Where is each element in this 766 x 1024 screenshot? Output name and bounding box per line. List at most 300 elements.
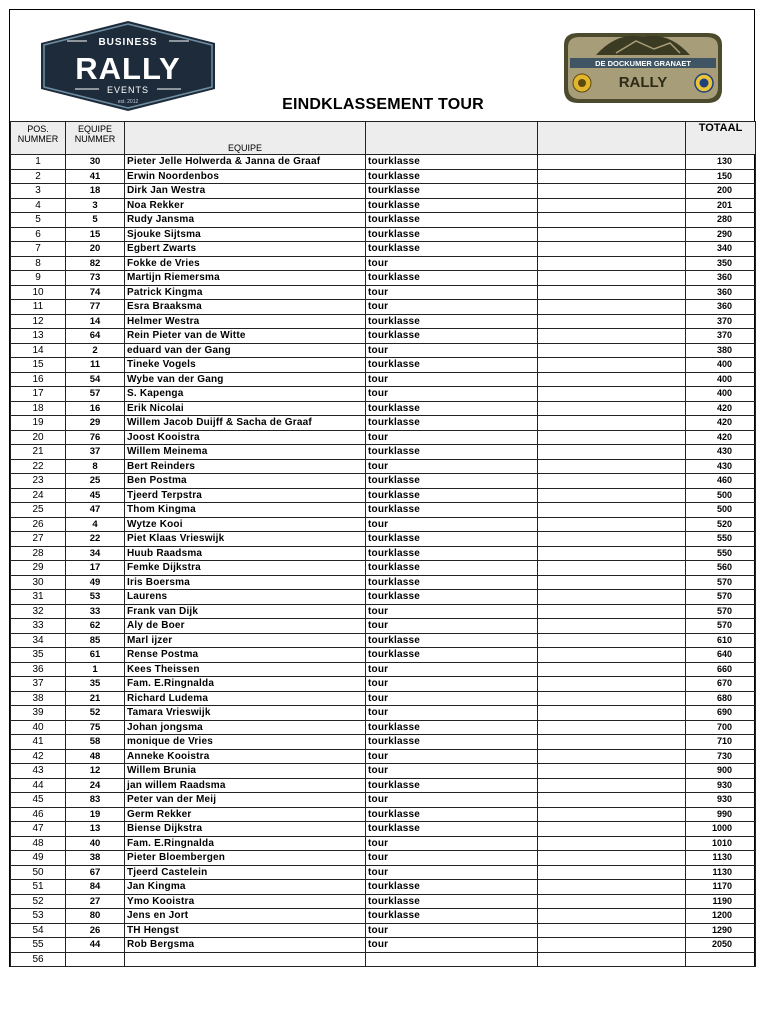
class-cell: tour xyxy=(366,677,538,692)
empty-cell xyxy=(538,865,686,880)
equipe-name-cell: Anneke Kooistra xyxy=(125,749,366,764)
total-cell: 1000 xyxy=(686,822,756,837)
equipe-number-cell: 58 xyxy=(66,735,125,750)
position-cell: 41 xyxy=(11,735,66,750)
position-cell: 50 xyxy=(11,865,66,880)
table-row xyxy=(11,720,756,735)
position-cell: 8 xyxy=(11,256,66,271)
class-cell: tour xyxy=(366,459,538,474)
equipe-name-cell: Tineke Vogels xyxy=(125,358,366,373)
total-cell: 520 xyxy=(686,517,756,532)
empty-cell xyxy=(538,358,686,373)
total-cell: 1010 xyxy=(686,836,756,851)
table-row xyxy=(11,952,756,966)
empty-cell xyxy=(538,909,686,924)
position-cell: 51 xyxy=(11,880,66,895)
equipe-number-cell: 30 xyxy=(66,155,125,170)
position-cell: 28 xyxy=(11,546,66,561)
results-table-body xyxy=(11,155,756,967)
class-cell: tour xyxy=(366,836,538,851)
empty-cell xyxy=(538,445,686,460)
equipe-name-cell: Erwin Noordenbos xyxy=(125,169,366,184)
class-cell: tourklasse xyxy=(366,184,538,199)
position-cell: 5 xyxy=(11,213,66,228)
class-cell: tour xyxy=(366,851,538,866)
total-cell: 730 xyxy=(686,749,756,764)
class-cell: tourklasse xyxy=(366,648,538,663)
empty-cell xyxy=(538,532,686,547)
position-cell: 23 xyxy=(11,474,66,489)
table-row xyxy=(11,851,756,866)
position-cell: 48 xyxy=(11,836,66,851)
total-cell: 700 xyxy=(686,720,756,735)
empty-cell xyxy=(538,923,686,938)
class-cell: tourklasse xyxy=(366,213,538,228)
total-cell: 680 xyxy=(686,691,756,706)
table-header-row xyxy=(11,122,756,155)
equipe-name-cell: Iris Boersma xyxy=(125,575,366,590)
table-row xyxy=(11,285,756,300)
total-cell: 570 xyxy=(686,590,756,605)
equipe-name-cell: Piet Klaas Vrieswijk xyxy=(125,532,366,547)
logo-events-text: EVENTS xyxy=(106,85,150,95)
class-cell: tour xyxy=(366,793,538,808)
equipe-number-cell: 8 xyxy=(66,459,125,474)
equipe-number-cell: 18 xyxy=(66,184,125,199)
class-cell: tourklasse xyxy=(366,546,538,561)
class-cell: tourklasse xyxy=(366,575,538,590)
empty-cell xyxy=(538,242,686,257)
class-cell: tour xyxy=(366,300,538,315)
logo-rally-text: RALLY xyxy=(75,51,181,86)
class-cell: tourklasse xyxy=(366,778,538,793)
equipe-name-cell: Dirk Jan Westra xyxy=(125,184,366,199)
equipe-number-cell: 85 xyxy=(66,633,125,648)
position-cell: 18 xyxy=(11,401,66,416)
equipe-number-cell: 83 xyxy=(66,793,125,808)
empty-cell xyxy=(538,952,686,966)
class-cell: tourklasse xyxy=(366,909,538,924)
table-row xyxy=(11,401,756,416)
position-cell: 16 xyxy=(11,372,66,387)
total-cell: 350 xyxy=(686,256,756,271)
table-row xyxy=(11,488,756,503)
class-cell: tour xyxy=(366,517,538,532)
equipe-name-cell: Joost Kooistra xyxy=(125,430,366,445)
class-cell: tourklasse xyxy=(366,474,538,489)
class-cell: tourklasse xyxy=(366,329,538,344)
equipe-name-cell: Wytze Kooi xyxy=(125,517,366,532)
total-cell: 550 xyxy=(686,532,756,547)
total-cell: 2050 xyxy=(686,938,756,953)
equipe-number-cell: 45 xyxy=(66,488,125,503)
equipe-header: EQUIPE xyxy=(125,122,366,155)
equipe-number-cell: 61 xyxy=(66,648,125,663)
class-cell: tourklasse xyxy=(366,401,538,416)
class-cell: tour xyxy=(366,619,538,634)
equipe-name-cell xyxy=(125,952,366,966)
empty-cell xyxy=(538,706,686,721)
equipe-number-cell: 24 xyxy=(66,778,125,793)
position-cell: 53 xyxy=(11,909,66,924)
total-cell: 430 xyxy=(686,459,756,474)
equipe-name-cell: Rob Bergsma xyxy=(125,938,366,953)
total-cell: 130 xyxy=(686,155,756,170)
total-cell: 640 xyxy=(686,648,756,663)
equipe-number-cell: 2 xyxy=(66,343,125,358)
empty-cell xyxy=(538,155,686,170)
equipe-number-cell: 44 xyxy=(66,938,125,953)
empty-cell xyxy=(538,213,686,228)
total-cell: 570 xyxy=(686,619,756,634)
table-row xyxy=(11,880,756,895)
total-cell: 370 xyxy=(686,329,756,344)
equipe-name-cell: Fam. E.Ringnalda xyxy=(125,677,366,692)
table-row xyxy=(11,923,756,938)
class-cell: tourklasse xyxy=(366,314,538,329)
position-cell: 35 xyxy=(11,648,66,663)
table-row xyxy=(11,271,756,286)
table-row xyxy=(11,343,756,358)
class-cell: tourklasse xyxy=(366,198,538,213)
total-cell: 400 xyxy=(686,358,756,373)
position-cell: 37 xyxy=(11,677,66,692)
position-cell: 4 xyxy=(11,198,66,213)
empty-cell xyxy=(538,401,686,416)
empty-cell xyxy=(538,880,686,895)
total-cell: 280 xyxy=(686,213,756,228)
equipe-number-cell: 19 xyxy=(66,807,125,822)
table-row xyxy=(11,764,756,779)
equipe-name-cell: Frank van Dijk xyxy=(125,604,366,619)
class-cell: tourklasse xyxy=(366,822,538,837)
position-cell: 14 xyxy=(11,343,66,358)
equipe-number-cell: 57 xyxy=(66,387,125,402)
equipe-number-cell: 1 xyxy=(66,662,125,677)
table-row xyxy=(11,387,756,402)
position-cell: 43 xyxy=(11,764,66,779)
logo-granaet-text: DE DOCKUMER GRANAET xyxy=(595,59,691,68)
total-cell: 460 xyxy=(686,474,756,489)
empty-cell xyxy=(538,517,686,532)
class-cell: tourklasse xyxy=(366,735,538,750)
total-cell: 420 xyxy=(686,401,756,416)
equipe-name-cell: Patrick Kingma xyxy=(125,285,366,300)
position-cell: 19 xyxy=(11,416,66,431)
empty-cell xyxy=(538,271,686,286)
position-cell: 21 xyxy=(11,445,66,460)
table-row xyxy=(11,503,756,518)
position-cell: 44 xyxy=(11,778,66,793)
empty-cell xyxy=(538,619,686,634)
equipe-number-cell: 40 xyxy=(66,836,125,851)
equipe-number-header-line1: EQUIPE xyxy=(77,124,112,134)
equipe-number-cell: 54 xyxy=(66,372,125,387)
class-cell: tourklasse xyxy=(366,894,538,909)
class-cell: tourklasse xyxy=(366,590,538,605)
equipe-name-cell: Rein Pieter van de Witte xyxy=(125,329,366,344)
equipe-name-cell: Egbert Zwarts xyxy=(125,242,366,257)
table-row xyxy=(11,416,756,431)
total-cell: 430 xyxy=(686,445,756,460)
equipe-name-cell: Wybe van der Gang xyxy=(125,372,366,387)
position-cell: 55 xyxy=(11,938,66,953)
equipe-number-cell: 34 xyxy=(66,546,125,561)
total-cell: 690 xyxy=(686,706,756,721)
table-row xyxy=(11,793,756,808)
equipe-number-cell: 13 xyxy=(66,822,125,837)
equipe-number-cell: 73 xyxy=(66,271,125,286)
equipe-name-cell: Tjeerd Castelein xyxy=(125,865,366,880)
position-cell: 11 xyxy=(11,300,66,315)
equipe-number-cell: 47 xyxy=(66,503,125,518)
total-cell: 400 xyxy=(686,387,756,402)
page-title: EINDKLASSEMENT TOUR xyxy=(282,96,484,113)
total-cell: 900 xyxy=(686,764,756,779)
equipe-name-cell: Ben Postma xyxy=(125,474,366,489)
table-row xyxy=(11,648,756,663)
table-row xyxy=(11,836,756,851)
table-row xyxy=(11,677,756,692)
equipe-number-cell: 4 xyxy=(66,517,125,532)
equipe-name-cell: Marl ijzer xyxy=(125,633,366,648)
total-cell: 360 xyxy=(686,271,756,286)
class-cell: tourklasse xyxy=(366,807,538,822)
equipe-name-cell: TH Hengst xyxy=(125,923,366,938)
empty-cell xyxy=(538,184,686,199)
position-cell: 25 xyxy=(11,503,66,518)
total-cell: 290 xyxy=(686,227,756,242)
position-cell: 56 xyxy=(11,952,66,966)
class-cell: tourklasse xyxy=(366,416,538,431)
total-cell: 150 xyxy=(686,169,756,184)
position-cell: 1 xyxy=(11,155,66,170)
position-cell: 13 xyxy=(11,329,66,344)
empty-cell xyxy=(538,169,686,184)
table-row xyxy=(11,561,756,576)
equipe-name-cell: Johan jongsma xyxy=(125,720,366,735)
position-cell: 12 xyxy=(11,314,66,329)
equipe-number-cell: 5 xyxy=(66,213,125,228)
class-cell: tour xyxy=(366,285,538,300)
empty-cell xyxy=(538,372,686,387)
table-row xyxy=(11,619,756,634)
equipe-name-cell: Bert Reinders xyxy=(125,459,366,474)
position-cell: 39 xyxy=(11,706,66,721)
equipe-name-cell: Erik Nicolai xyxy=(125,401,366,416)
table-row xyxy=(11,169,756,184)
equipe-name-cell: Sjouke Sijtsma xyxy=(125,227,366,242)
class-cell: tourklasse xyxy=(366,720,538,735)
equipe-number-cell: 3 xyxy=(66,198,125,213)
equipe-number-cell: 17 xyxy=(66,561,125,576)
table-row xyxy=(11,300,756,315)
empty-cell xyxy=(538,300,686,315)
equipe-number-cell: 14 xyxy=(66,314,125,329)
empty-header xyxy=(538,122,686,155)
sheet-header xyxy=(10,10,754,121)
total-header: TOTAAL xyxy=(686,122,756,155)
class-cell: tour xyxy=(366,343,538,358)
empty-cell xyxy=(538,198,686,213)
table-row xyxy=(11,735,756,750)
table-row xyxy=(11,822,756,837)
class-cell: tour xyxy=(366,749,538,764)
table-row xyxy=(11,445,756,460)
table-row xyxy=(11,329,756,344)
class-cell: tourklasse xyxy=(366,242,538,257)
empty-cell xyxy=(538,575,686,590)
equipe-number-cell: 22 xyxy=(66,532,125,547)
total-cell: 500 xyxy=(686,503,756,518)
equipe-number-cell: 25 xyxy=(66,474,125,489)
empty-cell xyxy=(538,691,686,706)
position-cell: 52 xyxy=(11,894,66,909)
position-cell: 54 xyxy=(11,923,66,938)
equipe-name-cell: Kees Theissen xyxy=(125,662,366,677)
results-table xyxy=(10,121,756,967)
position-cell: 7 xyxy=(11,242,66,257)
table-row xyxy=(11,778,756,793)
equipe-name-cell: Richard Ludema xyxy=(125,691,366,706)
total-cell: 1170 xyxy=(686,880,756,895)
class-cell: tour xyxy=(366,706,538,721)
table-row xyxy=(11,459,756,474)
equipe-number-cell: 29 xyxy=(66,416,125,431)
total-cell: 550 xyxy=(686,546,756,561)
table-row xyxy=(11,633,756,648)
table-row xyxy=(11,155,756,170)
equipe-number-cell: 33 xyxy=(66,604,125,619)
equipe-number-cell: 48 xyxy=(66,749,125,764)
position-cell: 36 xyxy=(11,662,66,677)
empty-cell xyxy=(538,590,686,605)
position-cell: 10 xyxy=(11,285,66,300)
empty-cell xyxy=(538,633,686,648)
class-cell: tour xyxy=(366,865,538,880)
position-cell: 32 xyxy=(11,604,66,619)
equipe-number-cell: 20 xyxy=(66,242,125,257)
equipe-number-header xyxy=(66,122,125,155)
empty-cell xyxy=(538,503,686,518)
equipe-number-cell: 49 xyxy=(66,575,125,590)
total-cell: 560 xyxy=(686,561,756,576)
total-cell: 660 xyxy=(686,662,756,677)
total-cell: 1130 xyxy=(686,851,756,866)
empty-cell xyxy=(538,938,686,953)
table-row xyxy=(11,213,756,228)
position-cell: 24 xyxy=(11,488,66,503)
equipe-name-cell: Fokke de Vries xyxy=(125,256,366,271)
logo-est-text: est. 2012 xyxy=(117,99,139,105)
equipe-number-cell: 37 xyxy=(66,445,125,460)
total-cell: 400 xyxy=(686,372,756,387)
class-cell: tour xyxy=(366,764,538,779)
total-cell: 500 xyxy=(686,488,756,503)
equipe-number-header-line2: NUMMER xyxy=(74,134,116,144)
equipe-number-cell: 11 xyxy=(66,358,125,373)
equipe-number-cell: 62 xyxy=(66,619,125,634)
position-cell: 9 xyxy=(11,271,66,286)
position-cell: 20 xyxy=(11,430,66,445)
equipe-number-cell: 77 xyxy=(66,300,125,315)
equipe-name-cell: monique de Vries xyxy=(125,735,366,750)
equipe-name-cell: Noa Rekker xyxy=(125,198,366,213)
total-cell: 670 xyxy=(686,677,756,692)
table-row xyxy=(11,807,756,822)
class-cell: tourklasse xyxy=(366,561,538,576)
equipe-number-cell: 76 xyxy=(66,430,125,445)
empty-cell xyxy=(538,735,686,750)
total-cell: 360 xyxy=(686,285,756,300)
equipe-number-cell: 41 xyxy=(66,169,125,184)
equipe-name-cell: Esra Braaksma xyxy=(125,300,366,315)
equipe-number-cell: 35 xyxy=(66,677,125,692)
empty-cell xyxy=(538,488,686,503)
position-cell: 34 xyxy=(11,633,66,648)
results-sheet xyxy=(9,9,755,967)
empty-cell xyxy=(538,604,686,619)
equipe-name-cell: Tamara Vrieswijk xyxy=(125,706,366,721)
equipe-number-cell: 21 xyxy=(66,691,125,706)
total-cell: 930 xyxy=(686,793,756,808)
empty-cell xyxy=(538,459,686,474)
total-cell: 990 xyxy=(686,807,756,822)
class-cell: tourklasse xyxy=(366,169,538,184)
class-cell: tourklasse xyxy=(366,488,538,503)
total-cell: 570 xyxy=(686,575,756,590)
equipe-number-cell: 52 xyxy=(66,706,125,721)
empty-cell xyxy=(538,285,686,300)
empty-cell xyxy=(538,561,686,576)
equipe-name-cell: Pieter Bloembergen xyxy=(125,851,366,866)
table-row xyxy=(11,242,756,257)
equipe-name-cell: Huub Raadsma xyxy=(125,546,366,561)
position-cell: 47 xyxy=(11,822,66,837)
table-row xyxy=(11,749,756,764)
empty-cell xyxy=(538,720,686,735)
empty-cell xyxy=(538,793,686,808)
equipe-number-cell: 80 xyxy=(66,909,125,924)
total-cell: 420 xyxy=(686,416,756,431)
table-row xyxy=(11,517,756,532)
table-row xyxy=(11,184,756,199)
table-row xyxy=(11,604,756,619)
empty-cell xyxy=(538,662,686,677)
total-cell: 610 xyxy=(686,633,756,648)
table-row xyxy=(11,706,756,721)
class-header xyxy=(366,122,538,155)
table-row xyxy=(11,590,756,605)
equipe-name-cell: Jan Kingma xyxy=(125,880,366,895)
class-cell: tour xyxy=(366,938,538,953)
pos-header xyxy=(11,122,66,155)
table-row xyxy=(11,198,756,213)
total-cell xyxy=(686,952,756,966)
equipe-number-cell: 53 xyxy=(66,590,125,605)
total-cell: 1290 xyxy=(686,923,756,938)
position-cell: 27 xyxy=(11,532,66,547)
table-row xyxy=(11,372,756,387)
total-cell: 370 xyxy=(686,314,756,329)
equipe-name-cell: Biense Dijkstra xyxy=(125,822,366,837)
equipe-name-cell: Willem Jacob Duijff & Sacha de Graaf xyxy=(125,416,366,431)
empty-cell xyxy=(538,387,686,402)
table-row xyxy=(11,256,756,271)
position-cell: 3 xyxy=(11,184,66,199)
total-cell: 1200 xyxy=(686,909,756,924)
equipe-number-cell xyxy=(66,952,125,966)
